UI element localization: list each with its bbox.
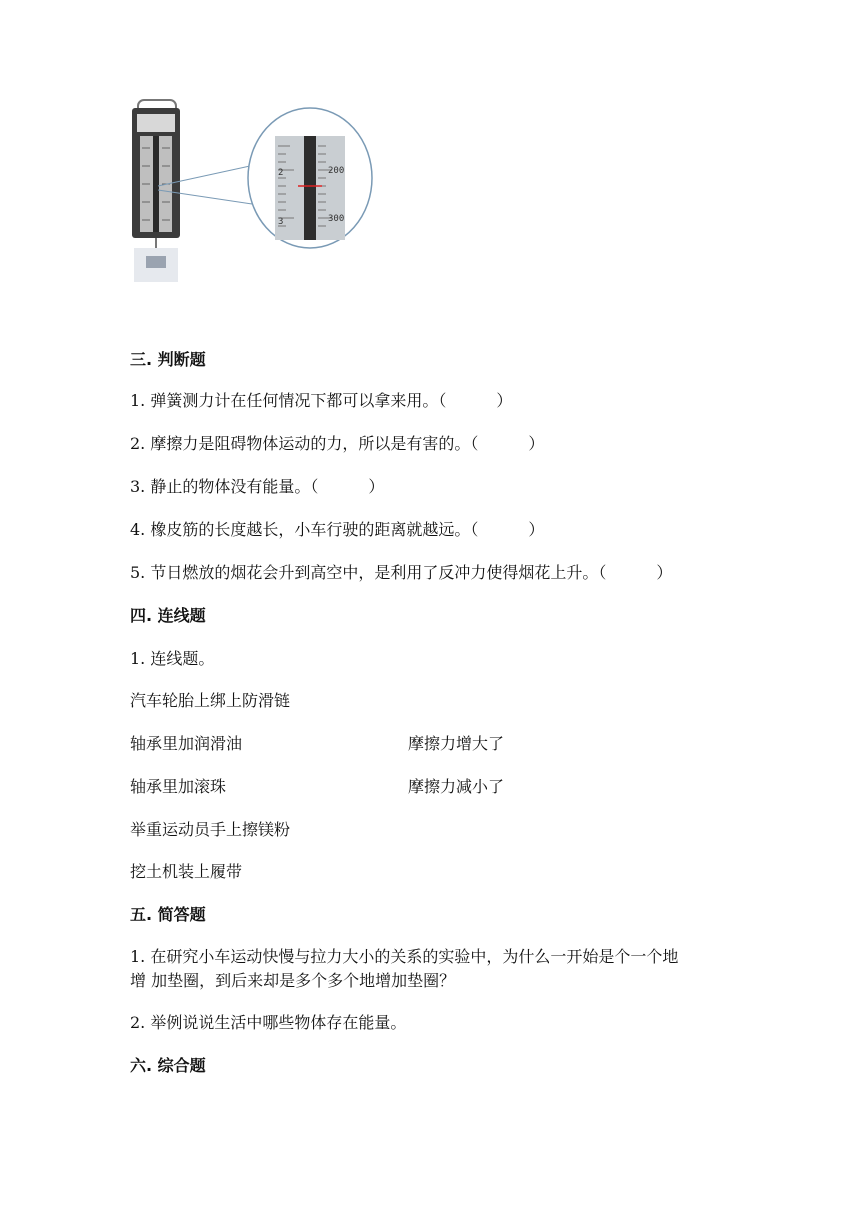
judgement-text-3: 3. 静止的物体没有能量。 (130, 477, 311, 496)
scale-label-right-300: 300 (328, 214, 345, 224)
matching-question: 1. 连线题。 (130, 649, 215, 668)
judgement-text-2: 2. 摩擦力是阻碍物体运动的力，所以是有害的。 (130, 434, 471, 453)
judgement-item-3: 3. 静止的物体没有能量。（ ） (130, 477, 385, 496)
section3-title: 三. 判断题 (130, 350, 206, 369)
scale-label-left-3: 3 (278, 217, 284, 227)
scale-label-right-200: 200 (328, 166, 345, 176)
match-left-1[interactable]: 汽车轮胎上绑上防滑链 (130, 691, 291, 710)
judgement-item-2: 2. 摩擦力是阻碍物体运动的力，所以是有害的。（ ） (130, 434, 545, 453)
section4-title: 四. 连线题 (130, 606, 206, 625)
judgement-text-5: 5. 节日燃放的烟花会升到高空中，是利用了反冲力使得烟花上升。 (130, 563, 599, 582)
scale-label (137, 114, 175, 132)
section6-title: 六. 综合题 (130, 1056, 206, 1075)
judgement-text-4: 4. 橡皮筋的长度越长，小车行驶的距离就越远。 (130, 520, 471, 539)
judgement-item-1: 1. 弹簧测力计在任何情况下都可以拿来用。（ ） (130, 391, 513, 410)
match-left-4[interactable]: 举重运动员手上擦镁粉 (130, 820, 291, 839)
match-left-2[interactable]: 轴承里加润滑油 (130, 734, 243, 753)
short-answer-1-line1: 1. 在研究小车运动快慢与拉力大小的关系的实验中，为什么一开始是个一个地 (130, 947, 679, 966)
scale-label-left-2: 2 (278, 168, 284, 178)
judgement-item-4: 4. 橡皮筋的长度越长，小车行驶的距离就越远。（ ） (130, 520, 545, 539)
match-left-3[interactable]: 轴承里加滚珠 (130, 777, 227, 796)
match-right-1[interactable]: 摩擦力增大了 (408, 734, 505, 753)
judgement-item-5: 5. 节日燃放的烟花会升到高空中，是利用了反冲力使得烟花上升。（ ） (130, 563, 673, 582)
section5-title: 五. 简答题 (130, 905, 206, 924)
judgement-text-1: 1. 弹簧测力计在任何情况下都可以拿来用。 (130, 391, 439, 410)
spring-scale-figure (128, 96, 378, 286)
match-left-5[interactable]: 挖土机装上履带 (130, 862, 243, 881)
match-right-2[interactable]: 摩擦力减小了 (408, 777, 505, 796)
short-answer-2: 2. 举例说说生活中哪些物体存在能量。 (130, 1013, 407, 1032)
short-answer-1-line2: 增 加垫圈，到后来却是多个多个地增加垫圈？ (130, 971, 456, 990)
